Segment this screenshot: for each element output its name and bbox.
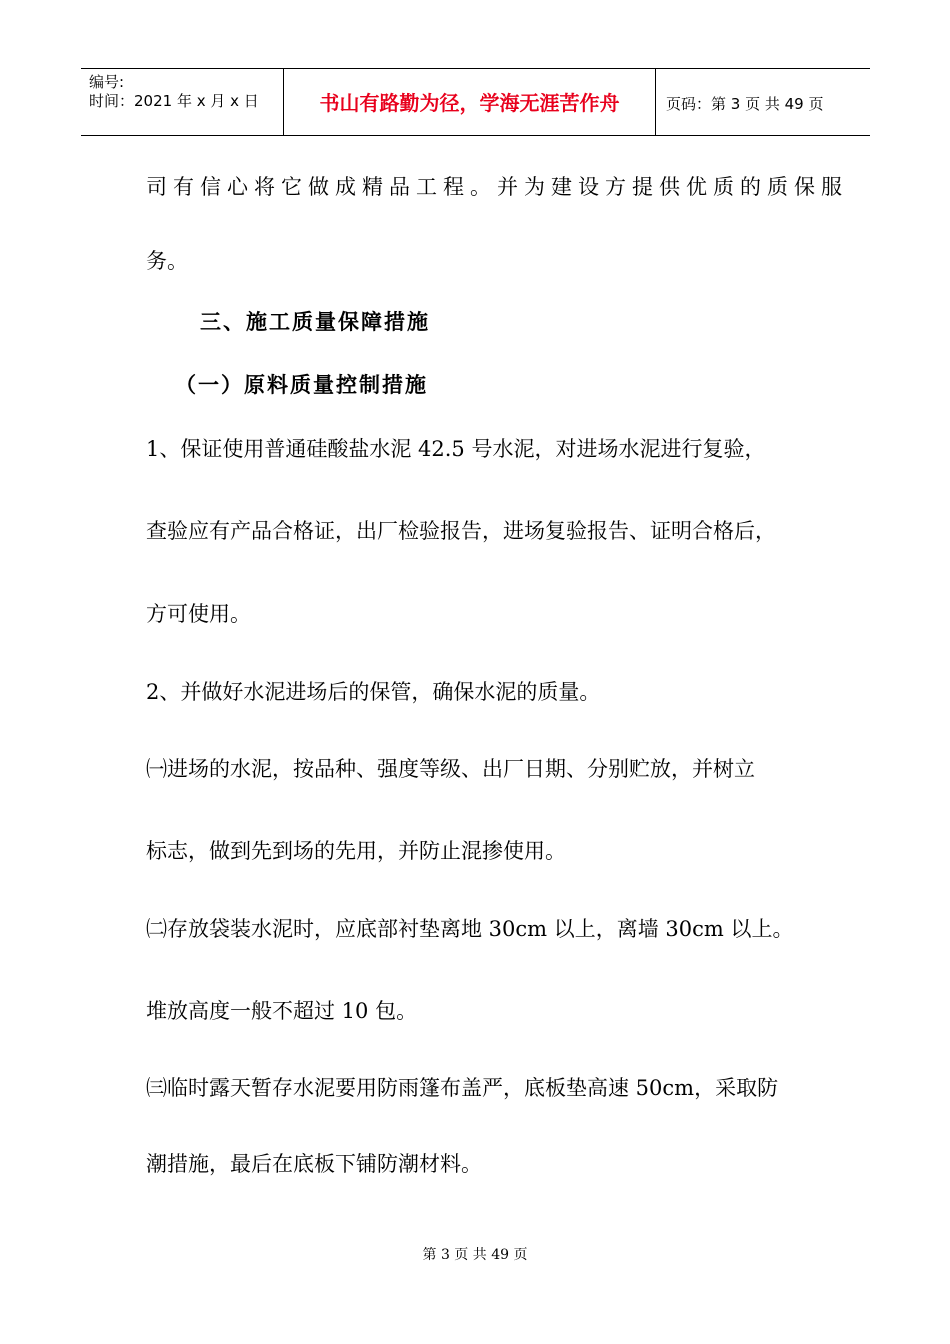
paragraph-line: 务。 <box>146 249 188 273</box>
page-header <box>81 68 870 136</box>
subsection-heading: （一）原料质量控制措施 <box>175 373 428 397</box>
section-heading: 三、施工质量保障措施 <box>200 310 430 334</box>
header-motto: 书山有路勤为径，学海无涯苦作舟 <box>319 91 620 115</box>
paragraph-line: 1、保证使用普通硅酸盐水泥 42.5 号水泥，对进场水泥进行复验， <box>146 437 766 461</box>
header-middle-cell <box>283 69 656 135</box>
paragraph-line: 潮措施，最后在底板下铺防潮材料。 <box>146 1152 482 1176</box>
paragraph-line: ㈡存放袋装水泥时，应底部衬垫离地 30cm 以上，离墙 30cm 以上。 <box>146 917 794 941</box>
header-right-cell <box>656 69 870 135</box>
paragraph-line: 查验应有产品合格证，出厂检验报告，进场复验报告、证明合格后， <box>146 519 776 543</box>
document-number-label: 编号: <box>89 73 125 91</box>
paragraph-line: 堆放高度一般不超过 10 包。 <box>146 999 418 1023</box>
paragraph-line: 方可使用。 <box>146 602 251 626</box>
paragraph-line: 2、并做好水泥进场后的保管，确保水泥的质量。 <box>146 680 601 704</box>
paragraph-line: 标志，做到先到场的先用，并防止混掺使用。 <box>146 839 566 863</box>
document-date-label: 时间：2021 年 x 月 x 日 <box>89 92 259 110</box>
page-footer: 第 3 页 共 49 页 <box>422 1247 528 1263</box>
header-left-cell <box>81 69 283 135</box>
paragraph-line: 司有信心将它做成精品工程。并为建设方提供优质的质保服 <box>146 175 848 199</box>
header-page-info: 页码：第 3 页 共 49 页 <box>666 95 824 113</box>
paragraph-line: ㈠进场的水泥，按品种、强度等级、出厂日期、分别贮放，并树立 <box>146 757 755 781</box>
paragraph-line: ㈢临时露天暂存水泥要用防雨篷布盖严，底板垫高速 50cm，采取防 <box>146 1076 779 1100</box>
